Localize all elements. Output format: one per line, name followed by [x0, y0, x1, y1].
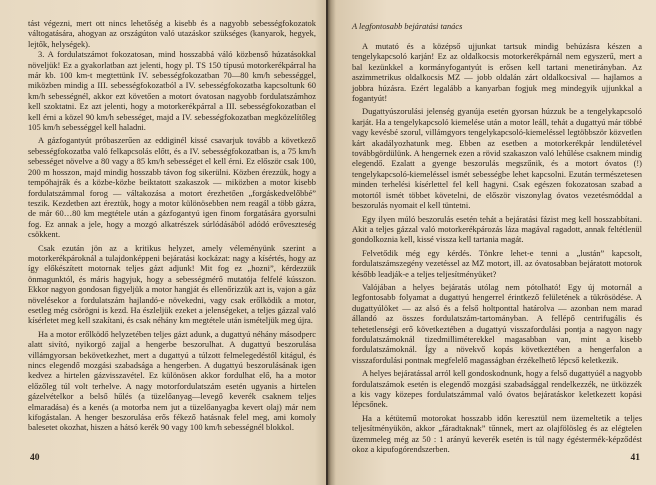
paragraph: Valójában a helyes bejáratás utólag nem pótolható! Egy új motornál a legfontosabb folyamat a dugattyú hengerrel érintkező felületének a tükrösödése. A dugattyúlöket — az alsó és a felső holtponttal határolva — azonban nem marad állandó az összes fordulatszám-tartományban. A fellépő centrifugális és tehetetlenségi erő következtében a dugattyú visszafordulási pontja a nagyon nagy fordulatszámoknál tizedmilliméterekkel magasabban van, mint a kisebb fordulatszámoknál. Így a növekvő kopás következtében a hengerfalon a visszafordulási pontnak megfelelő magasságban érzékelhető lépcső keletkezik.: [352, 281, 642, 365]
page-number: 41: [630, 453, 640, 463]
paragraph: Dugattyúszorulási jelenség gyanúja esetén gyorsan húzzuk be a tengelykapcsoló karját. Ha a tengelykapcsoló kiemelése után a motor leáll, tehát a dugattyú már többé vagy kevésbé szorul, villámgyors tengelykapcsoló-kiemeléssel legtöbbször közvetlen kárt akadályozhatunk meg. Ebben az esetben a motorkerékpár lendületével továbbgördülünk. A hengernek ezen a rövid szakaszon való lehűlése csaknem mindig elegendő. Ezalatt a gyenge beszorulás megszűnik, és a motort óvatos (!) tengelykapcsoló-kiemeléssel ismét sebességbe lehet kapcsolni. Ezután természetesen minden terhelési kísérlettel fel kell hagyni. Csak egészen fokozatosan szabad a motortól ismét többet követelni, de először viszonylag óvatos vezetésmóddal a beszorulás nyomait el kell tüntetni.: [352, 106, 642, 211]
right-page: [328, 0, 656, 485]
paragraph: Ha a motor erőlködő helyzetében teljes gázt adunk, a dugattyú néhány másodperc alatt sivító, nyikorgó zajjal a hengerbe beszorulhat. A dugattyú beszorulása villámgyorsan bekövetkezhet, mert a dugattyú a túlzott felmelegedéstől kitágul, és nincs elegendő mozgási szabadsága a hengerben. A dugattyú beszorulásának igen kedvez a hirtelen gázvisszavétel. Ez különösen akkor fordulhat elő, ha a motor előzőleg túl volt terhelve. A nagy motorfordulatszám esetén ugyanis a hirtelen gázelvételkor a belső hűlés (a tüzelőanyag—levegő keverék csaknem teljes elmaradása) és a kenés (a motorba nem jut a tüzelőanyagba kevert olaj) már nem kifogástalan. A henger beszorulása erős fékező hatásnak felel meg, ami komoly balesetet okozhat, hiszen a hátsó kerék 90 vagy 100 km/h sebességnél blokkol.: [28, 328, 316, 433]
paragraph: tást végezni, mert ott nincs lehetőség a kisebb és a nagyobb sebességfokozatok váltogatására, ahogyan az országúton való utazáskor szükséges (kanyarok, hegyek, lejtők, helységek).: [28, 18, 316, 49]
paragraph: Ha a kétütemű motorokat hosszabb időn keresztül nem üzemeltetik a teljes teljesítményükön, akkor „fáradtaknak” tűnnek, mert az olajfölösleg és az elégtelen üzemmeleg még az 50 : 1 arányú keverék esetén is túl nagy égéstermék-képződést okoz a kipufogórendszerben.: [352, 412, 642, 455]
running-header: A legfontosabb bejáratási tanács: [352, 22, 463, 31]
paragraph: 3. A fordulatszámot fokozatosan, mind hosszabbá váló közbenső húzatásokkal növeljük! Ez a gyakorlatban azt jelenti, hogy pl. TS 150 típusú motorkerékpárral ha már kb. 100 km-t megtettünk IV. sebességfokozatban 70—80 km/h sebességgel, miközben mindig a III. sebességfokozatból a IV. sebességfokozatba kapcsoltunk 60 km/h sebességnél, akkor ezt követően a motort óvatosan nagyobb fordulatszámhoz kell szoktatni. Ez azt jelenti, hogy a motorkerékpárral a III. sebességfokozatban el kell érni a közel 90 km/h sebességet, majd a IV. sebességfokozatban megközelítőleg 105 km/h sebességgel kell haladni.: [28, 49, 316, 133]
left-page-body: [28, 18, 316, 433]
paragraph: A gázfogantyút próbaszerűen az eddiginél kissé csavarjuk tovább a következő sebességfokozatba való felkapcsolás előtt, és a IV. sebességfokozatban is, a 75 km/h sebességet növelve a 80 vagy a 85 km/h sebességet el kell érni. Ez először csak 100, 200 m hosszon, majd mindig hosszabb távon fog sikerülni. Közben érezzük, hogy a tempóhajrák és a közbe-közbe beiktatott szakaszok — miközben a motor kisebb fordulatszámmal forog — váltakozása a motort érezhetően „forgáskedvelőbbé” teszik. Kezdetben azt éreztük, hogy a motor különösebben nem reagál a több gázra, de már 60…80 km megtétele után a gázfogantyú igen finom forgatására gyorsulni fog. Ez annak a jele, hogy a mozgó alkatrészek súrlódásából adódó erőveszteség csökkent.: [28, 135, 316, 240]
paragraph: A helyes bejáratással arról kell gondoskodnunk, hogy a felső dugattyúél a nagyobb fordulatszámok esetén is elegendő mozgási szabadsággal rendelkezzék, ne ütközzék a kis vagy közepes fordulatszámmal való óvatos bejáratáskor keletkezett kopási lépcsőnek.: [352, 368, 642, 410]
paragraph: A mutató és a középső ujjunkat tartsuk mindig behúzásra készen a tengelykapcsoló karján! Ez az oldalkocsis motorkerékpárnál nem egyszerű, mert a bal kezünkkel a kormányfogantyút is erősen kell tartani menetirányban. Az aszimmetrikus oldalkocsis MZ — jobb oldalán zárt oldalkocsival — hajlamos a jobbra húzásra. Ezért legalább a kanyarban fogjuk meg mindegyik ujjunkkal a fogantyút!: [352, 41, 642, 104]
paragraph: Felvetődik még egy kérdés. Tönkre lehet-e tenni a „lustán” kapcsolt, fordulatszámszegény vezetéssel az MZ motort, ill. az óvatosabban bejáratott motorok később leadják-e a teljes teljesítményüket?: [352, 247, 642, 279]
paragraph: Egy ilyen múló beszorulás esetén tehát a bejáratási fázist meg kell hosszabbítani. Akit a teljes gázzal való motorkerékpározás láza magával ragadott, annak feltétlenül gondolkoznia kell, kissé vissza kell tartania magát.: [352, 213, 642, 245]
paragraph: Csak ezután jön az a kritikus helyzet, amely véleményünk szerint a motorkerékpároknál a tulajdonképpeni bejáratási kockázat: nagy a kísértés, hogy az így előkészített motornak teljes gázt adjunk! Mit fog ez „hozni”, kérdezzük önmagunktól, és máris hagyjuk, hogy a sebességmérő mutatója felfelé kússzon. Ekkor nagyon gondosan figyeljük a motor hangját és ellenőrizzük azt is, vajon a gáz növelésekor a fordulatszám hajlandó-e növekedni, vagy csak erőlködik a motor, esetleg még csörögni is kezd. Ha észleljük ezeket a jelenségeket, a teljes gázzal való kísérletet meg kell szakítani, és csak néhány km megtétele után ismételjük meg újra.: [28, 242, 316, 326]
right-page-body: [352, 41, 642, 454]
page-number: 40: [30, 453, 40, 463]
